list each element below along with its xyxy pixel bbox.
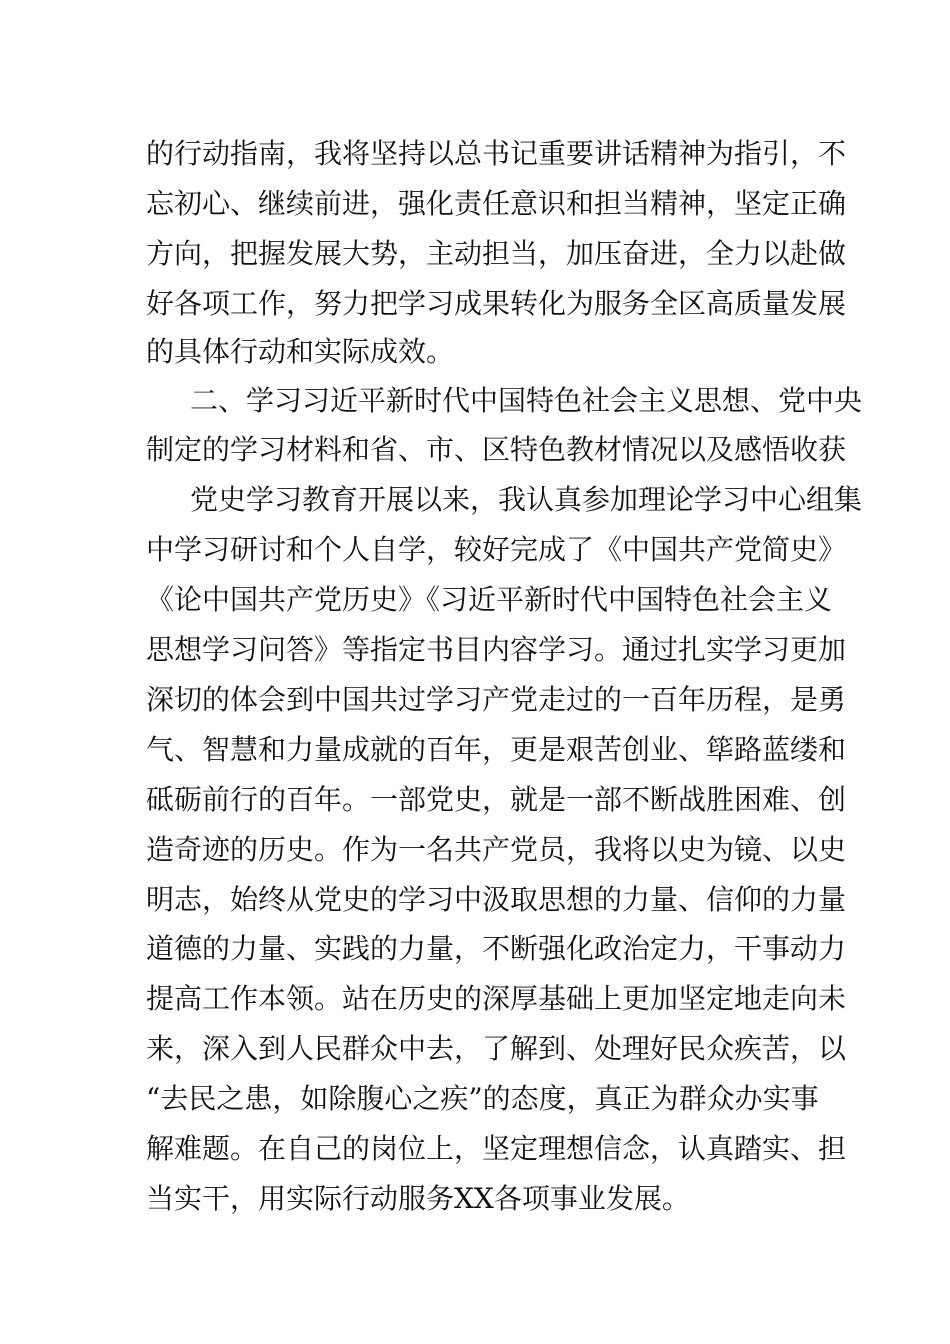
text-line: 造奇迹的历史。作为一名共产党员，我将以史为镜、以史	[146, 833, 847, 866]
text-line: 来，深入到人民群众中去，了解到、处理好民众疾苦，以	[146, 1032, 847, 1065]
text-line: 道德的力量、实践的力量，不断强化政治定力，干事动力	[146, 932, 847, 965]
section-heading-line: 二、学习习近平新时代中国特色社会主义思想、党中央	[190, 384, 863, 417]
text-line: 的行动指南，我将坚持以总书记重要讲话精神为指引，不	[146, 137, 847, 170]
text-line: 方向，把握发展大势，主动担当，加压奋进，全力以赴做	[146, 237, 847, 270]
section-heading-line: 制定的学习材料和省、市、区特色教材情况以及感悟收获	[146, 433, 847, 466]
text-line: 明志，始终从党史的学习中汲取思想的力量、信仰的力量	[146, 883, 847, 916]
text-line: 砥砺前行的百年。一部党史，就是一部不断战胜困难、创	[146, 783, 847, 816]
text-line: “去民之患，如除腹心之疾”的态度，真正为群众办实事	[146, 1082, 819, 1115]
text-line: 气、智慧和力量成就的百年，更是艰苦创业、筚路蓝缕和	[146, 733, 847, 766]
text-line: 提高工作本领。站在历史的深厚基础上更加坚定地走向未	[146, 982, 847, 1015]
text-line: 当实干，用实际行动服务XX各项事业发展。	[146, 1182, 690, 1215]
text-line: 忘初心、继续前进，强化责任意识和担当精神，坚定正确	[146, 187, 847, 220]
text-line: 好各项工作，努力把学习成果转化为服务全区高质量发展	[146, 287, 847, 320]
text-line: 的具体行动和实际成效。	[146, 335, 455, 368]
text-line: 《论中国共产党历史》《习近平新时代中国特色社会主义	[146, 583, 833, 616]
text-line: 深切的体会到中国共过学习产党走过的一百年历程，是勇	[146, 683, 847, 716]
text-line: 思想学习问答》等指定书目内容学习。通过扎实学习更加	[146, 633, 847, 666]
text-line: 中学习研讨和个人自学，较好完成了《中国共产党简史》	[146, 533, 847, 566]
text-line: 解难题。在自己的岗位上，坚定理想信念，认真踏实、担	[146, 1132, 847, 1165]
text-line: 党史学习教育开展以来，我认真参加理论学习中心组集	[190, 483, 863, 516]
